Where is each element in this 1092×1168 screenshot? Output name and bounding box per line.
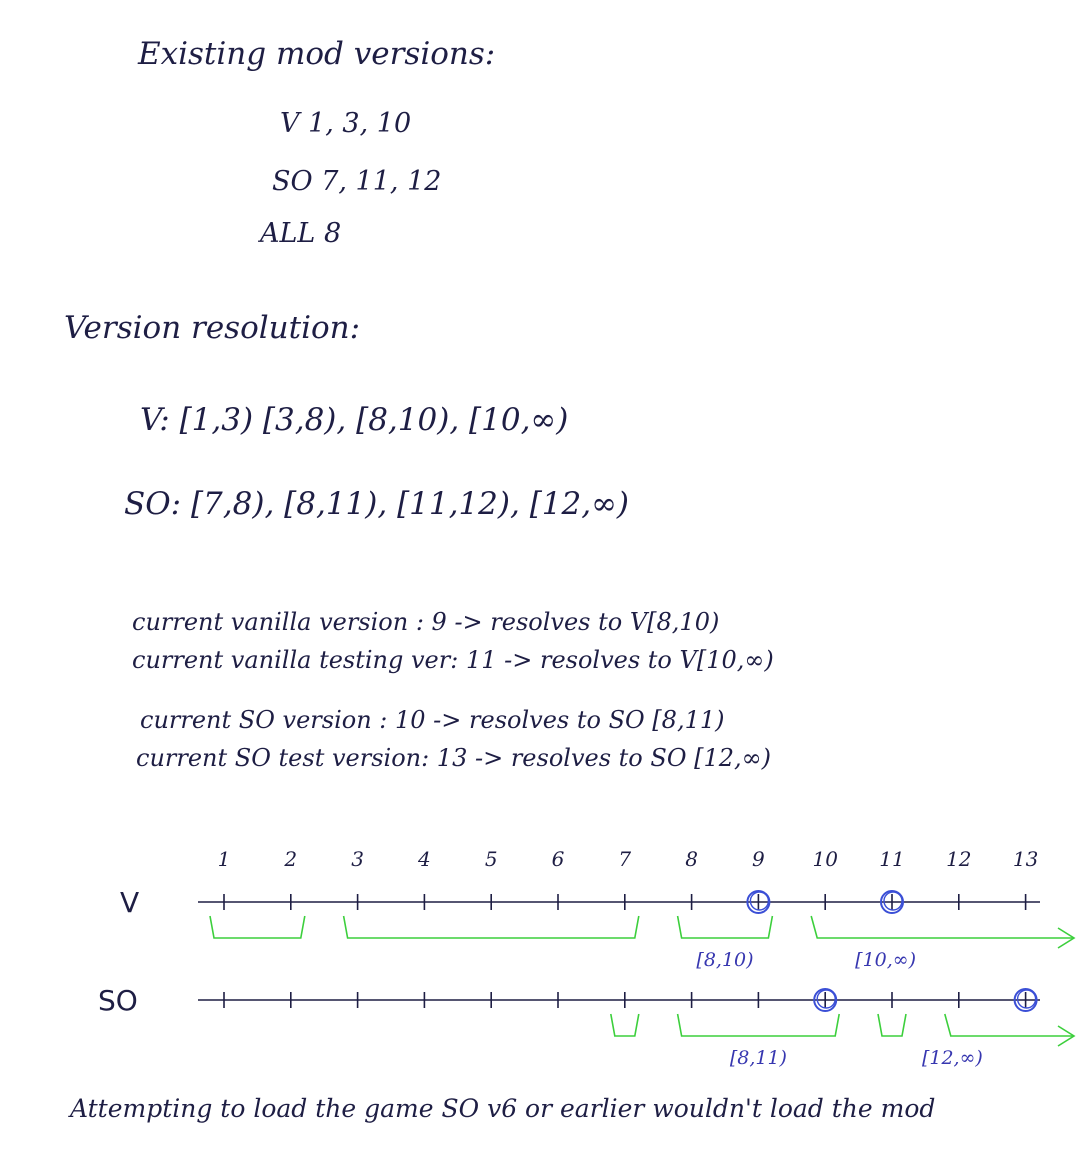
bracket-v-0 (210, 916, 305, 938)
resolution-so: SO: [7,8), [8,11), [11,12), [12,∞) (124, 486, 630, 522)
existing-version-so: SO 7, 11, 12 (272, 166, 442, 197)
bracket-so-2 (878, 1014, 906, 1036)
circle-inner-so-10 (817, 990, 835, 1008)
tick-label-13: 13 (1012, 847, 1039, 871)
example-so-test: current SO test version: 13 -> resolves to SO [12,∞) (136, 744, 772, 772)
bracket-so-3 (945, 1014, 1074, 1036)
bracket-label-v-2: [8,10) (696, 949, 754, 971)
tick-label-9: 9 (752, 847, 765, 871)
tick-label-11: 11 (879, 847, 905, 871)
circle-inner-v-11 (884, 892, 902, 910)
example-vanilla-current: current vanilla version : 9 -> resolves to V[8,10) (132, 608, 720, 636)
tick-label-3: 3 (351, 847, 364, 871)
bracket-label-so-3: [12,∞) (921, 1047, 983, 1069)
tick-label-7: 7 (618, 847, 632, 871)
bracket-label-so-1: [8,11) (729, 1047, 787, 1069)
row-label-so: SO (98, 984, 138, 1017)
circle-inner-v-9 (750, 892, 768, 910)
example-so-current: current SO version : 10 -> resolves to SO [8,11) (140, 706, 725, 734)
example-vanilla-testing: current vanilla testing ver: 11 -> resolves to V[10,∞) (132, 646, 774, 674)
tick-label-12: 12 (946, 847, 972, 871)
footer-note: Attempting to load the game SO v6 or earlier wouldn't load the mod (70, 1094, 936, 1123)
tick-label-1: 1 (217, 847, 231, 871)
bracket-so-0 (611, 1014, 639, 1036)
tick-label-6: 6 (551, 847, 565, 871)
bracket-so-1 (678, 1014, 840, 1036)
bracket-v-2 (678, 916, 773, 938)
tick-label-2: 2 (284, 847, 298, 871)
tick-label-4: 4 (418, 847, 431, 871)
resolution-v: V: [1,3) [3,8), [8,10), [10,∞) (140, 402, 569, 438)
heading-version-resolution: Version resolution: (64, 310, 361, 346)
tick-label-10: 10 (812, 847, 838, 871)
circle-inner-so-13 (1018, 990, 1036, 1008)
tick-label-5: 5 (484, 847, 498, 871)
bracket-v-3 (811, 916, 1074, 938)
row-label-v: V (120, 886, 140, 919)
heading-existing-versions: Existing mod versions: (138, 36, 496, 72)
bracket-v-1 (344, 916, 639, 938)
existing-version-all: ALL 8 (260, 218, 342, 249)
tick-label-8: 8 (685, 847, 698, 871)
existing-version-v: V 1, 3, 10 (280, 108, 412, 139)
bracket-label-v-3: [10,∞) (855, 949, 917, 971)
